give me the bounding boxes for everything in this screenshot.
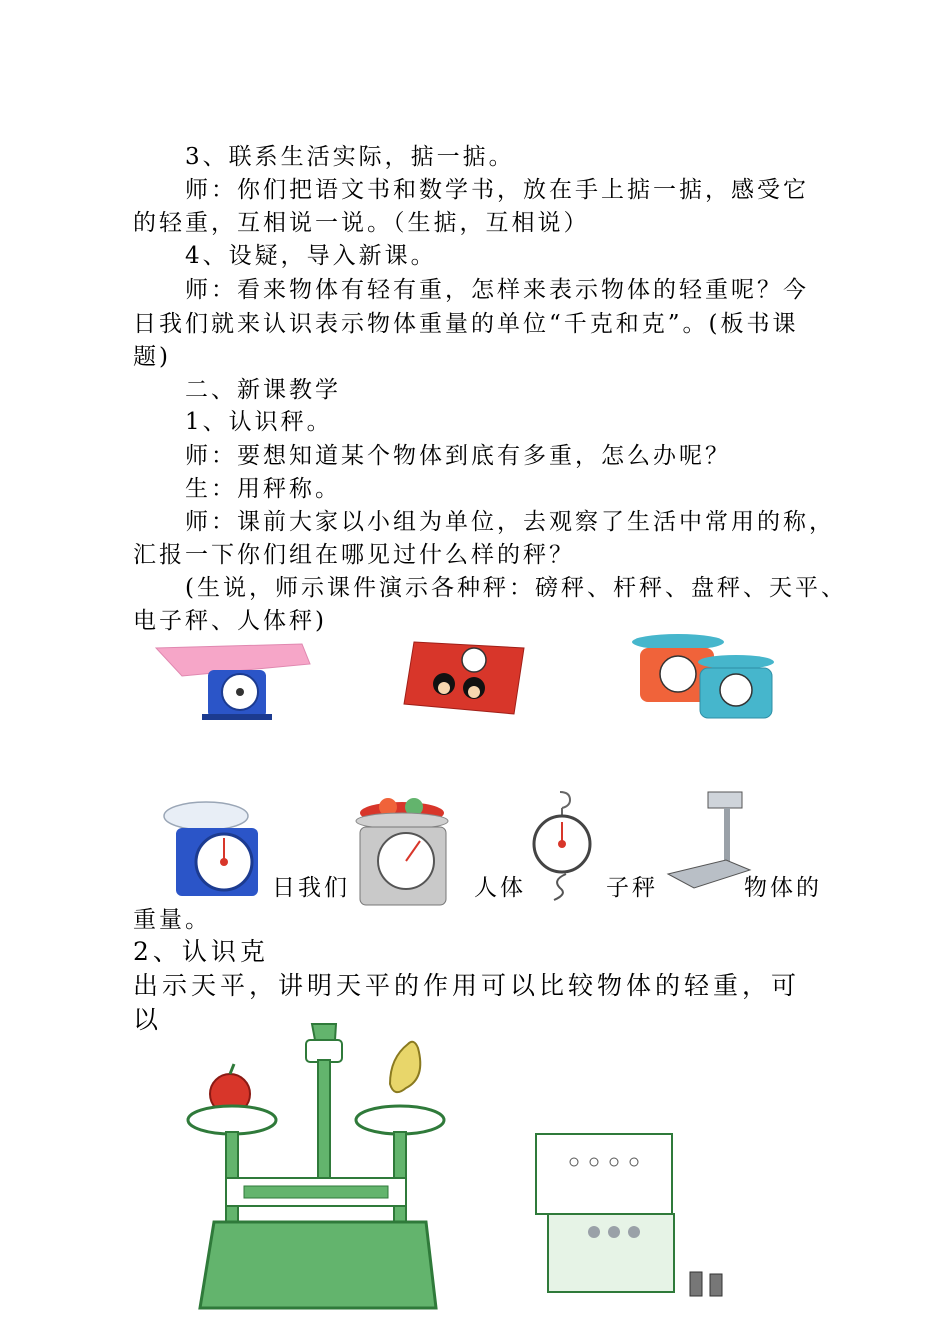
text-line-12: 师：课前大家以小组为单位，去观察了生活中常用的称， bbox=[185, 509, 835, 535]
obscured-fragment-2: 人体 bbox=[474, 875, 526, 901]
baby-scale-image bbox=[152, 640, 312, 720]
text-line-15: 电子秤、人体秤) bbox=[133, 608, 327, 634]
weights-box-image bbox=[534, 1132, 734, 1304]
text-line-11: 生：用秤称。 bbox=[185, 476, 341, 502]
text-line-2: 师：你们把语文书和数学书，放在手上掂一掂，感受它 bbox=[185, 177, 809, 203]
text-line-7: 题) bbox=[133, 344, 171, 370]
fruit-scale-image bbox=[352, 795, 452, 907]
text-line-10: 师：要想知道某个物体到底有多重，怎么办呢？ bbox=[185, 443, 731, 469]
platform-scale-image bbox=[666, 790, 752, 890]
text-line-13: 汇报一下你们组在哪见过什么样的秤？ bbox=[133, 542, 575, 568]
kitchen-scales-image bbox=[632, 632, 774, 720]
bathroom-scale-image bbox=[400, 638, 528, 716]
text-line-5: 师：看来物体有轻有重，怎样来表示物体的轻重呢？今 bbox=[185, 277, 809, 303]
obscured-fragment-3: 子秤 bbox=[606, 875, 658, 901]
text-line-17: 出示天平，讲明天平的作用可以比较物体的轻重，可 bbox=[133, 971, 801, 1000]
text-line-14: (生说，师示课件演示各种秤：磅秤、杆秤、盘秤、天平、 bbox=[185, 575, 847, 601]
hanging-scale-image bbox=[526, 790, 596, 902]
text-line-1: 3、联系生活实际，掂一掂。 bbox=[185, 144, 515, 170]
section-heading-grams: 2、认识克 bbox=[133, 937, 269, 966]
text-line-9: 1、认识秤。 bbox=[185, 409, 333, 435]
text-line-4: 4、设疑，导入新课。 bbox=[185, 243, 437, 269]
obscured-fragment-1: 日我们 bbox=[272, 875, 350, 901]
text-line-8: 二、新课教学 bbox=[185, 377, 341, 403]
text-line-18: 以 bbox=[133, 1005, 163, 1034]
obscured-fragment-4: 物体的 bbox=[744, 875, 822, 901]
balance-scale-image bbox=[186, 1016, 456, 1312]
dial-scale-image bbox=[162, 798, 266, 900]
text-line-16: 重量。 bbox=[133, 907, 211, 933]
text-line-6: 日我们就来认识表示物体重量的单位“千克和克”。(板书课 bbox=[133, 311, 799, 337]
text-line-3: 的轻重，互相说一说。（生掂，互相说） bbox=[133, 210, 590, 236]
